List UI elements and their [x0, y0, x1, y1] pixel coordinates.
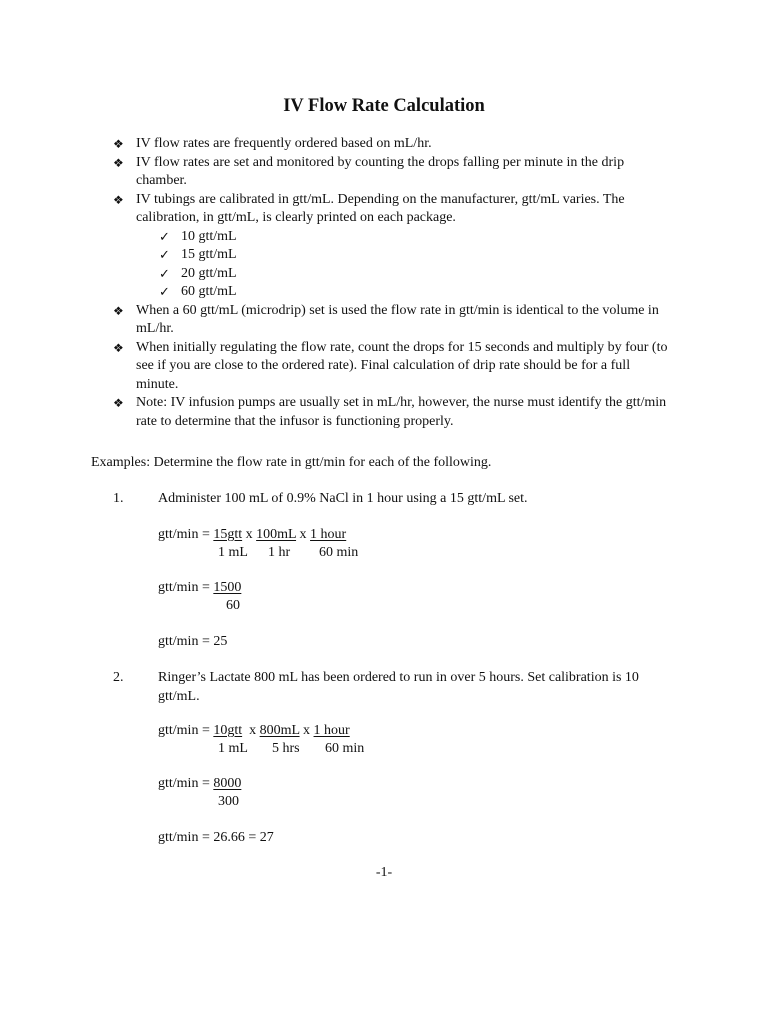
denominator: 1 mL — [218, 545, 248, 560]
formula-lhs: gtt/min = — [158, 776, 214, 791]
numerator: 8000 — [213, 776, 242, 791]
bullet-item — [113, 394, 673, 431]
formula-lhs: gtt/min = — [158, 527, 214, 542]
bullet-text: IV tubings are calibrated in gtt/mL. Depending on the manufacturer, gtt/mL varies. The calibration, in gtt/mL, is clearly printed on each package. — [136, 191, 625, 225]
bullet-text: Note: IV infusion pumps are usually set in mL/hr, however, the nurse must identify the gtt/min rate to determine that the infusor is functioning properly. — [136, 395, 667, 429]
denominator: 300 — [218, 794, 239, 809]
example-number: 2. — [113, 670, 124, 685]
bullet-list — [113, 135, 673, 431]
numerator: 10gtt — [213, 723, 243, 738]
operator: x — [242, 723, 260, 738]
bullet-item — [113, 302, 673, 339]
formula-line — [158, 722, 350, 741]
bullet-text: When initially regulating the flow rate, count the drops for 15 seconds and multiply by four (to see if you are close to the ordered rate). Final calculation of drip rate should be for a full minute. — [136, 339, 668, 392]
operator: x — [299, 723, 314, 738]
checkmark-icon: ✓ — [159, 228, 170, 244]
diamond-bullet-icon: ❖ — [113, 303, 124, 318]
operator: x — [242, 527, 257, 542]
page-title: IV Flow Rate Calculation — [283, 96, 485, 116]
numerator: 1 hour — [313, 723, 350, 738]
denominator: 1 hr — [268, 545, 291, 560]
bullet-item — [113, 191, 673, 228]
bullet-text: IV flow rates are frequently ordered based on mL/hr. — [136, 136, 432, 151]
formula-line — [158, 579, 241, 598]
denominator: 1 mL — [218, 741, 248, 756]
page-number: -1- — [375, 865, 393, 880]
bullet-item — [113, 339, 673, 395]
check-item — [159, 283, 673, 302]
check-text: 60 gtt/mL — [181, 284, 237, 299]
formula-result: gtt/min = 26.66 = 27 — [158, 830, 274, 845]
denominator: 60 — [226, 598, 240, 613]
numerator: 100mL — [256, 527, 297, 542]
denominator: 60 min — [325, 741, 365, 756]
check-text: 10 gtt/mL — [181, 228, 237, 244]
check-text: 15 gtt/mL — [181, 247, 237, 262]
numerator: 1 hour — [310, 527, 347, 542]
check-item — [159, 265, 673, 284]
check-item — [159, 246, 673, 265]
denominator: 5 hrs — [272, 741, 300, 756]
check-text: 20 gtt/mL — [181, 265, 237, 281]
examples-intro: Examples: Determine the flow rate in gtt/min for each of the following. — [91, 455, 492, 470]
checkmark-icon: ✓ — [159, 265, 170, 281]
example-problem: Administer 100 mL of 0.9% NaCl in 1 hour using a 15 gtt/mL set. — [158, 491, 528, 506]
diamond-bullet-icon: ❖ — [113, 340, 124, 355]
bullet-item — [113, 135, 673, 154]
formula-lhs: gtt/min = — [158, 580, 214, 595]
diamond-bullet-icon: ❖ — [113, 396, 124, 410]
checkmark-icon: ✓ — [159, 247, 170, 262]
operator: x — [296, 527, 311, 542]
formula-line — [158, 526, 346, 545]
diamond-bullet-icon: ❖ — [113, 192, 124, 207]
diamond-bullet-icon: ❖ — [113, 137, 124, 151]
numerator: 800mL — [259, 723, 300, 738]
numerator: 15gtt — [213, 527, 243, 542]
calibration-check-list — [113, 228, 673, 302]
numerator: 1500 — [213, 580, 242, 595]
formula-line — [158, 775, 241, 794]
bullet-text: When a 60 gtt/mL (microdrip) set is used the flow rate in gtt/min is identical to the volume in mL/hr. — [136, 302, 659, 336]
example-problem: Ringer’s Lactate 800 mL has been ordered to run in over 5 hours. Set calibration is 10 gtt/mL. — [158, 670, 639, 704]
formula-result: gtt/min = 25 — [158, 634, 228, 649]
check-item — [159, 228, 673, 247]
checkmark-icon: ✓ — [159, 284, 170, 299]
example-number: 1. — [113, 491, 124, 506]
denominator: 60 min — [319, 545, 359, 560]
bullet-item — [113, 154, 673, 191]
formula-lhs: gtt/min = — [158, 723, 214, 738]
diamond-bullet-icon: ❖ — [113, 155, 124, 170]
bullet-text: IV flow rates are set and monitored by counting the drops falling per minute in the drip chamber. — [136, 154, 625, 188]
